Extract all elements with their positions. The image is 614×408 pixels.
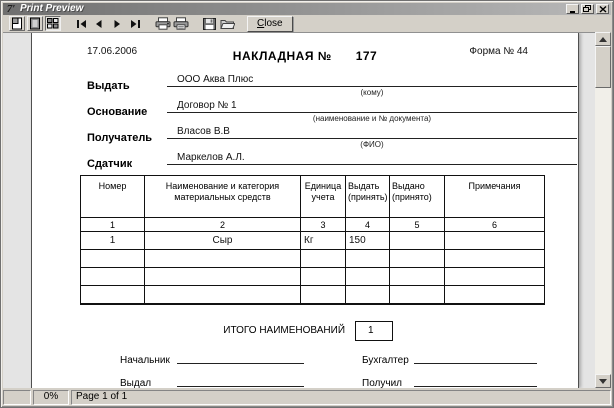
cell-issued-qty bbox=[390, 286, 445, 304]
col-header: Примечания bbox=[445, 176, 545, 218]
zoom-actual-icon bbox=[10, 17, 24, 30]
print-button[interactable] bbox=[155, 16, 171, 31]
whole-page-icon bbox=[28, 17, 42, 30]
open-folder-icon bbox=[220, 18, 235, 30]
table-header-row bbox=[81, 176, 545, 218]
print-icon bbox=[155, 17, 171, 30]
field-line bbox=[167, 151, 577, 166]
restore-icon bbox=[583, 5, 592, 13]
col-number: 2 bbox=[145, 218, 301, 232]
scroll-down-button[interactable] bbox=[595, 374, 611, 388]
cell-number: 1 bbox=[81, 232, 145, 250]
cell-unit bbox=[301, 286, 346, 304]
print-group bbox=[155, 16, 189, 31]
minimize-icon bbox=[569, 6, 577, 13]
multiple-pages-button[interactable] bbox=[45, 16, 61, 31]
field-osnovanie bbox=[32, 99, 578, 125]
cell-issued-qty bbox=[390, 250, 445, 268]
minimize-button[interactable] bbox=[566, 4, 579, 14]
status-spacer-panel bbox=[3, 390, 31, 405]
titlebar[interactable] bbox=[3, 3, 611, 15]
field-line bbox=[167, 73, 577, 97]
scroll-up-button[interactable] bbox=[595, 32, 611, 46]
field-caption: (кому) bbox=[360, 88, 384, 97]
table-row bbox=[81, 232, 545, 250]
page-nav-group bbox=[73, 16, 143, 31]
field-label: Сдатчик bbox=[87, 158, 133, 170]
field-vydat bbox=[32, 73, 578, 99]
field-line bbox=[167, 125, 577, 149]
zoom-percent-panel: 0% bbox=[33, 390, 69, 405]
cell-name: Сыр bbox=[145, 232, 301, 250]
signature-line bbox=[177, 386, 304, 387]
field-value: Договор № 1 bbox=[167, 99, 577, 113]
field-poluchatel bbox=[32, 125, 578, 151]
foxpro-app-icon: 7′ bbox=[6, 3, 16, 15]
print-setup-icon bbox=[173, 17, 189, 30]
preview-area[interactable] bbox=[3, 32, 595, 388]
multiple-pages-icon bbox=[46, 17, 60, 30]
column-number-row bbox=[81, 218, 545, 232]
col-header: Наименование и категория материальных средств bbox=[145, 176, 301, 218]
scrollbar-track[interactable] bbox=[595, 46, 611, 374]
field-label: Выдать bbox=[87, 80, 130, 92]
signature-label-nachalnik: Начальник bbox=[120, 355, 170, 366]
cell-unit bbox=[301, 268, 346, 286]
close-label-rest: lose bbox=[264, 18, 283, 29]
save-button[interactable] bbox=[201, 16, 217, 31]
col-number: 5 bbox=[390, 218, 445, 232]
arrow-down-icon bbox=[599, 379, 607, 384]
signature-line bbox=[414, 363, 537, 364]
print-setup-button[interactable] bbox=[173, 16, 189, 31]
items-table bbox=[80, 175, 545, 305]
cell-name bbox=[145, 268, 301, 286]
last-page-icon bbox=[130, 19, 141, 29]
file-group bbox=[201, 16, 235, 31]
cell-issued-qty bbox=[390, 268, 445, 286]
col-header: Выдать (принять) bbox=[346, 176, 390, 218]
signature-line bbox=[177, 363, 304, 364]
field-caption bbox=[167, 165, 577, 166]
restore-button[interactable] bbox=[581, 4, 594, 14]
view-mode-group bbox=[9, 16, 61, 31]
form-number: Форма № 44 bbox=[469, 46, 528, 57]
document-page bbox=[31, 33, 579, 388]
cell-issue-qty bbox=[346, 286, 390, 304]
table-row bbox=[81, 286, 545, 304]
close-label-accel: C bbox=[257, 18, 265, 29]
field-caption: (наименование и № документа) bbox=[312, 114, 432, 123]
signature-line bbox=[414, 386, 537, 387]
toolbar bbox=[3, 15, 611, 32]
table-row bbox=[81, 268, 545, 286]
window-controls bbox=[566, 4, 609, 14]
cell-issued-qty bbox=[390, 232, 445, 250]
scrollbar-thumb[interactable] bbox=[595, 46, 611, 88]
previous-page-icon bbox=[94, 19, 104, 29]
previous-page-button[interactable] bbox=[91, 16, 107, 31]
cell-issue-qty bbox=[346, 250, 390, 268]
document-date: 17.06.2006 bbox=[87, 46, 138, 57]
cell-name bbox=[145, 250, 301, 268]
page-indicator-panel: Page 1 of 1 bbox=[71, 390, 611, 405]
field-value: Маркелов А.Л. bbox=[167, 151, 577, 165]
first-page-icon bbox=[76, 19, 87, 29]
next-page-icon bbox=[112, 19, 122, 29]
field-label: Получатель bbox=[87, 132, 153, 144]
cell-name bbox=[145, 286, 301, 304]
col-number: 1 bbox=[81, 218, 145, 232]
total-label: ИТОГО НАИМЕНОВАНИЙ bbox=[223, 325, 345, 336]
zoom-actual-button[interactable] bbox=[9, 16, 25, 31]
arrow-up-icon bbox=[599, 37, 607, 42]
close-window-button[interactable] bbox=[596, 4, 609, 14]
close-icon bbox=[599, 6, 607, 13]
whole-page-button[interactable] bbox=[27, 16, 43, 31]
open-folder-button[interactable] bbox=[219, 16, 235, 31]
next-page-button[interactable] bbox=[109, 16, 125, 31]
table-row bbox=[81, 250, 545, 268]
signature-label-buhgalter: Бухгалтер bbox=[362, 355, 409, 366]
col-header: Номер bbox=[81, 176, 145, 218]
signature-label-vydal: Выдал bbox=[120, 378, 152, 388]
cell-notes bbox=[445, 250, 545, 268]
field-value: Власов В.В bbox=[167, 125, 577, 139]
first-page-button[interactable] bbox=[73, 16, 89, 31]
window-title: Print Preview bbox=[20, 3, 84, 14]
field-caption: (ФИО) bbox=[360, 140, 384, 149]
col-number: 6 bbox=[445, 218, 545, 232]
col-header: Единица учета bbox=[301, 176, 346, 218]
cell-unit: Кг bbox=[301, 232, 346, 250]
cell-unit bbox=[301, 250, 346, 268]
cell-notes bbox=[445, 268, 545, 286]
close-preview-button[interactable] bbox=[247, 16, 293, 32]
cell-number bbox=[81, 250, 145, 268]
field-value: ООО Аква Плюс bbox=[167, 73, 577, 87]
col-number: 4 bbox=[346, 218, 390, 232]
save-icon bbox=[203, 18, 216, 30]
col-header: Выдано (принято) bbox=[390, 176, 445, 218]
field-line bbox=[167, 99, 577, 123]
cell-notes bbox=[445, 232, 545, 250]
cell-issue-qty: 150 bbox=[346, 232, 390, 250]
cell-number bbox=[81, 268, 145, 286]
field-label: Основание bbox=[87, 106, 148, 118]
status-bar bbox=[3, 388, 611, 405]
vertical-scrollbar[interactable] bbox=[595, 32, 611, 388]
signature-label-poluchil: Получил bbox=[362, 378, 402, 388]
invoice-title: НАКЛАДНАЯ № bbox=[232, 49, 332, 63]
field-sdatchik bbox=[32, 151, 578, 177]
col-number: 3 bbox=[301, 218, 346, 232]
total-value-box: 1 bbox=[355, 321, 393, 341]
cell-issue-qty bbox=[346, 268, 390, 286]
invoice-number: 177 bbox=[355, 49, 378, 63]
cell-notes bbox=[445, 286, 545, 304]
last-page-button[interactable] bbox=[127, 16, 143, 31]
cell-number bbox=[81, 286, 145, 304]
